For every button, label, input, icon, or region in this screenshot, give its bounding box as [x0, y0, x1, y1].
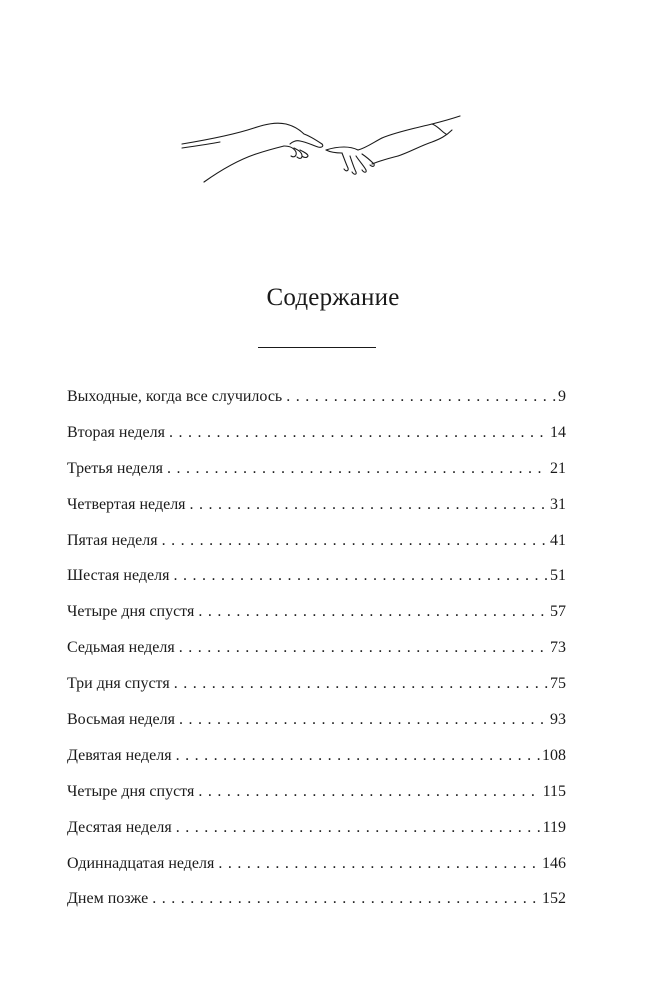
toc-entry-page: 146 [542, 854, 566, 872]
toc-entry-page: 14 [550, 423, 566, 441]
dot-leader [218, 850, 540, 878]
dot-leader [198, 598, 548, 626]
toc-entry-title: Пятая неделя [67, 531, 158, 549]
toc-entry-title: Третья неделя [67, 459, 163, 477]
dot-leader [176, 814, 541, 842]
toc-entry-page: 57 [550, 603, 566, 621]
toc-entry[interactable] [67, 527, 566, 563]
toc-entry[interactable] [67, 419, 566, 455]
toc-entry-title: Десятая неделя [67, 818, 172, 836]
toc-entry[interactable] [67, 634, 566, 670]
toc-entry-page: 9 [558, 388, 566, 405]
page-title: Содержание [266, 284, 400, 311]
dot-leader [174, 670, 548, 698]
toc-entry[interactable] [67, 706, 566, 742]
toc-entry[interactable] [67, 850, 566, 886]
dot-leader [179, 634, 548, 662]
dot-leader [176, 742, 540, 770]
toc-entry-title: Три дня спустя [67, 675, 170, 693]
dot-leader [198, 778, 540, 806]
toc-entry[interactable] [67, 778, 566, 814]
toc-entry-title: Четвертая неделя [67, 495, 186, 513]
toc-entry-page: 152 [542, 890, 566, 908]
creation-of-adam-hands-icon [176, 112, 466, 198]
toc-entry-title: Седьмая неделя [67, 639, 175, 657]
toc-entry[interactable] [67, 562, 566, 598]
toc-entry[interactable] [67, 491, 566, 527]
toc-entry-title: Девятая неделя [67, 746, 172, 764]
toc-entry-title: Восьмая неделя [67, 711, 175, 729]
toc-entry[interactable] [67, 670, 566, 706]
toc-entry-page: 21 [550, 459, 566, 477]
toc-entry[interactable] [67, 742, 566, 778]
toc-entry[interactable] [67, 455, 566, 491]
toc-entry-title: Днем позже [67, 890, 149, 908]
title-divider [258, 347, 376, 348]
toc-entry-page: 119 [542, 818, 566, 836]
toc-entry-page: 108 [542, 746, 566, 764]
dot-leader [162, 527, 548, 555]
dot-leader [179, 706, 548, 734]
toc-entry-page: 73 [550, 639, 566, 657]
toc-entry-title: Выходные, когда все случилось [67, 388, 283, 405]
table-of-contents [67, 383, 566, 921]
toc-entry-page: 75 [550, 675, 566, 693]
dot-leader [169, 419, 548, 447]
toc-entry-title: Четыре дня спустя [67, 782, 195, 800]
toc-entry-title: Шестая неделя [67, 567, 170, 585]
toc-entry-title: Вторая неделя [67, 423, 165, 441]
toc-entry[interactable] [67, 383, 566, 419]
toc-entry-page: 93 [550, 711, 566, 729]
toc-entry-title: Одиннадцатая неделя [67, 854, 215, 872]
toc-entry-page: 115 [542, 782, 566, 800]
toc-entry[interactable] [67, 814, 566, 850]
toc-entry-page: 31 [550, 495, 566, 513]
toc-entry[interactable] [67, 598, 566, 634]
dot-leader [152, 885, 540, 913]
dot-leader [286, 383, 556, 411]
toc-entry[interactable] [67, 885, 566, 921]
dot-leader [173, 562, 548, 590]
dot-leader [167, 455, 548, 483]
toc-entry-page: 41 [550, 531, 566, 549]
toc-entry-title: Четыре дня спустя [67, 603, 195, 621]
toc-entry-page: 51 [550, 567, 566, 585]
dot-leader [190, 491, 548, 519]
